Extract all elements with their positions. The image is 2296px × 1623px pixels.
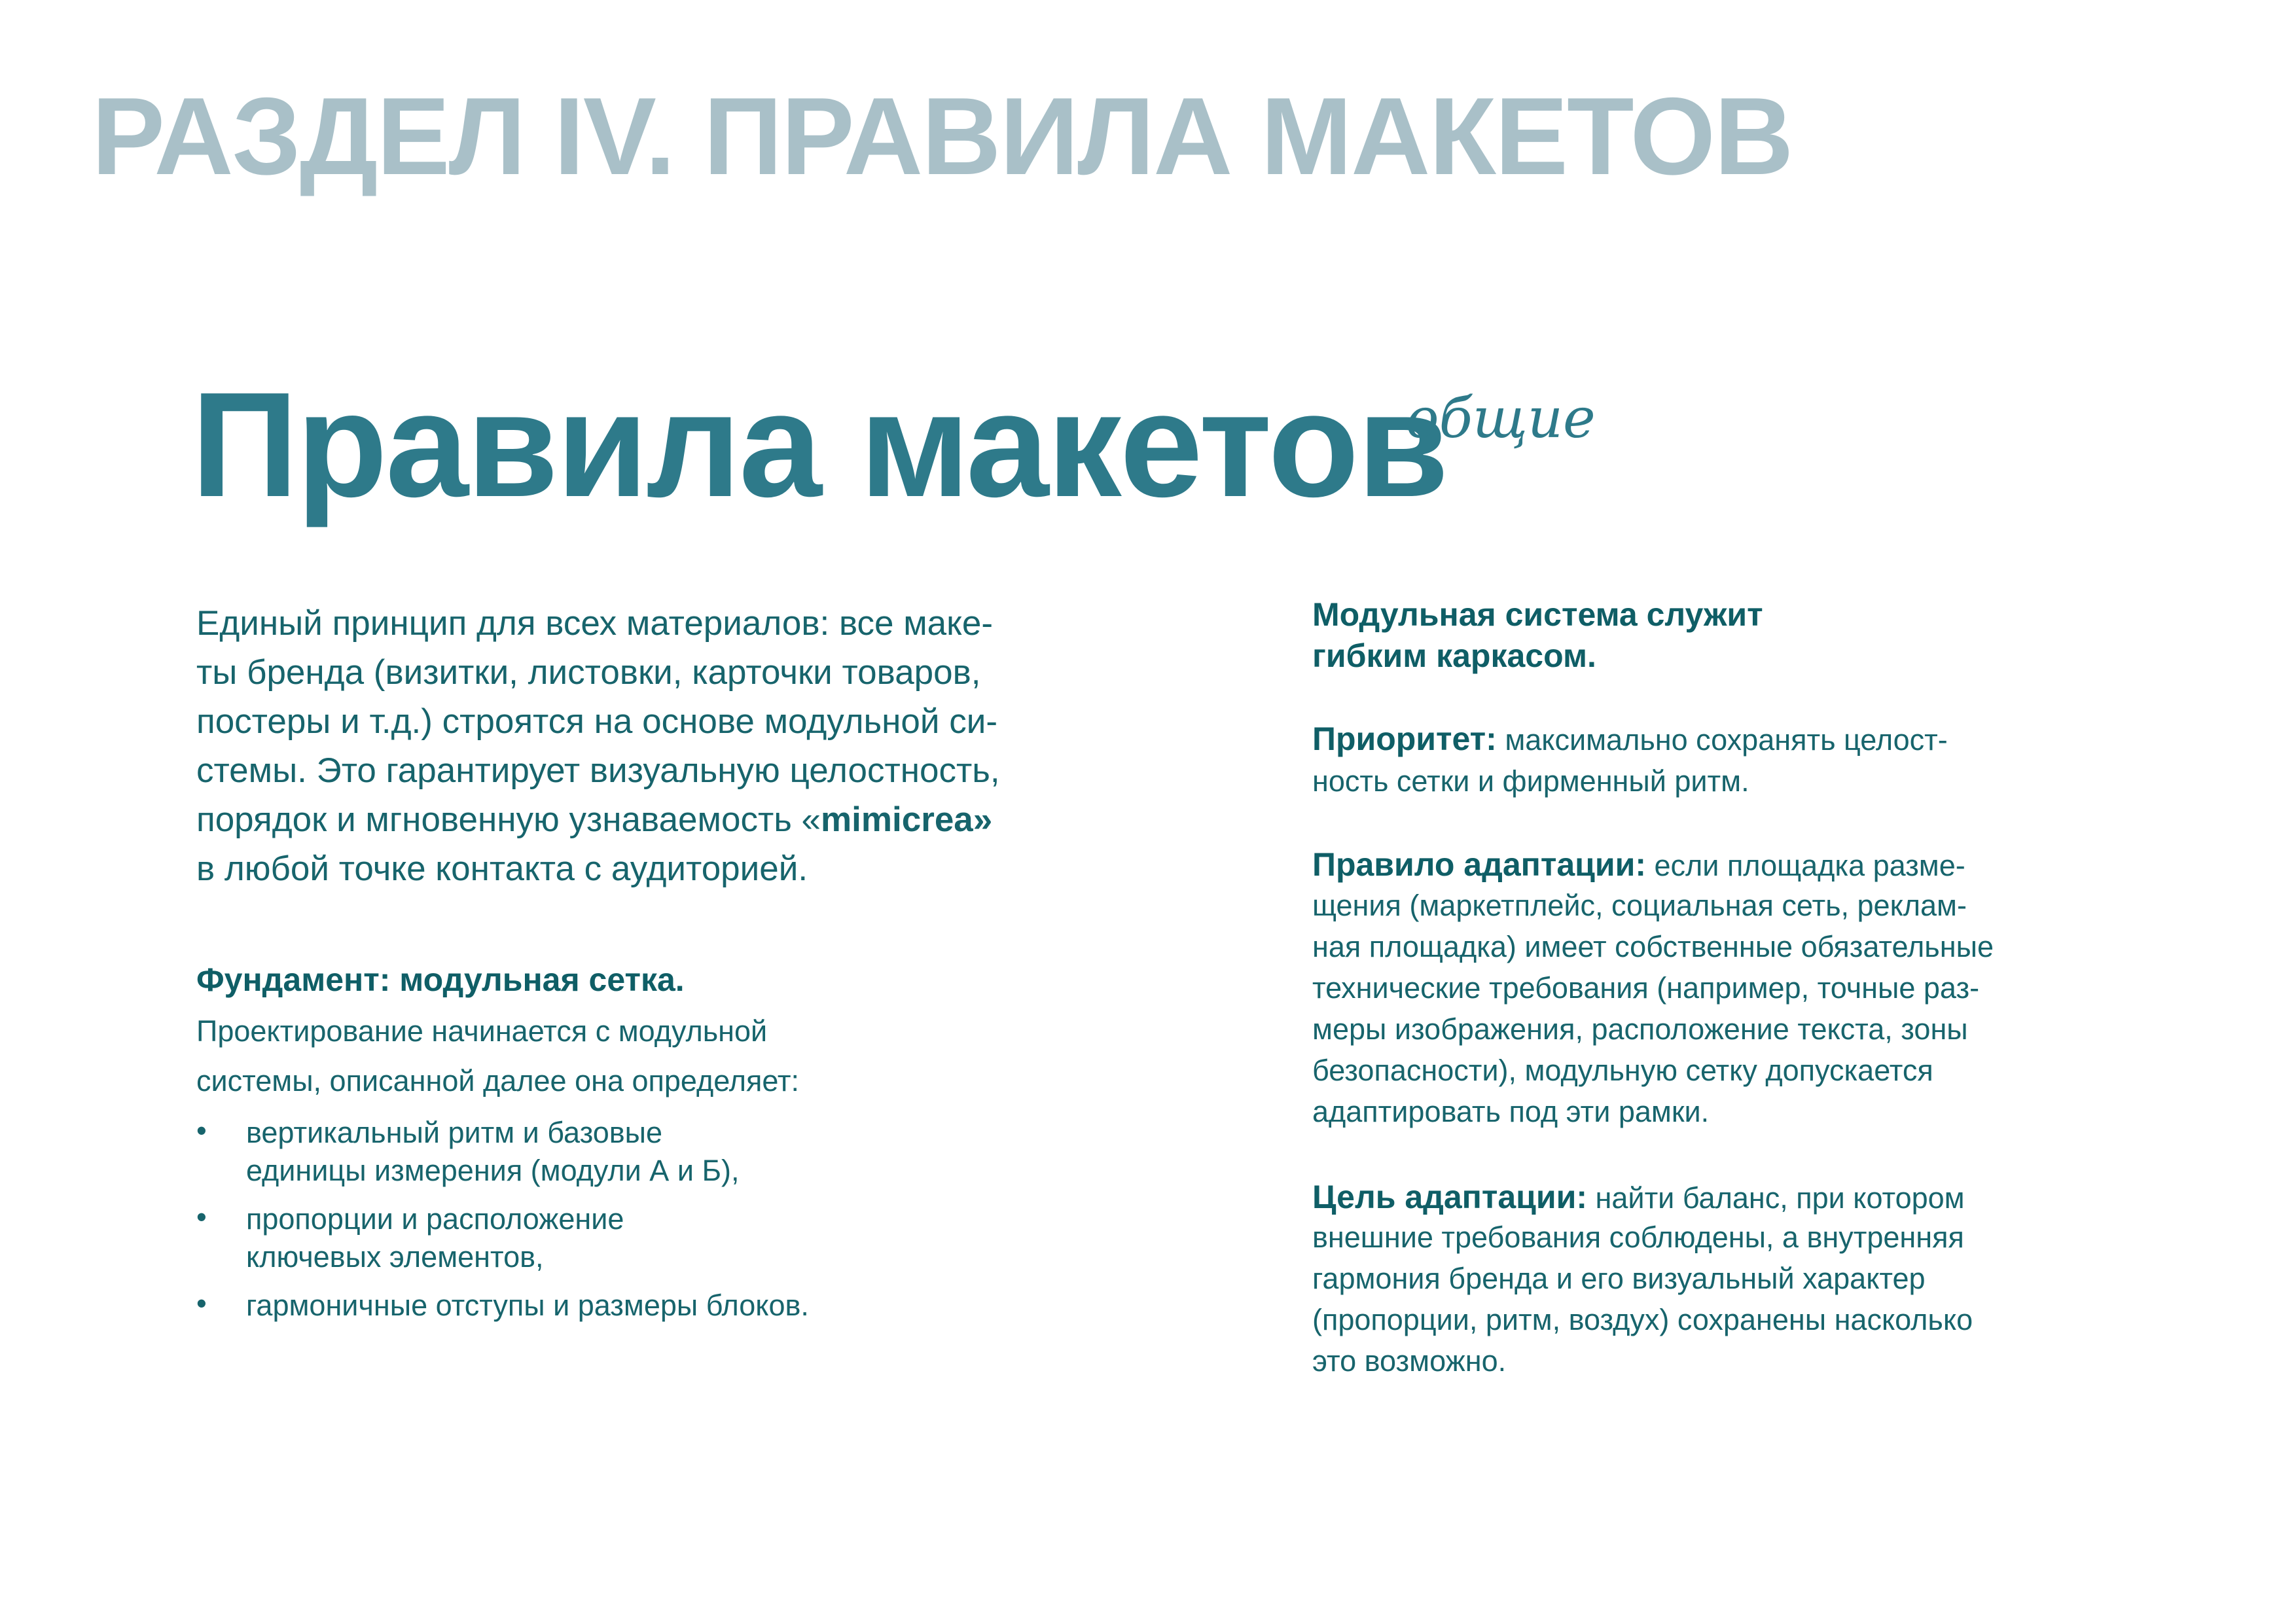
adapt-line: [1312, 846, 1965, 883]
intro-line: стемы. Это гарантирует визуальную целостность,: [196, 751, 1000, 790]
adapt-label: Правило адаптации:: [1312, 846, 1647, 883]
priority-text: максимально сохранять целост-: [1496, 723, 1948, 757]
adapt-text: если площадка разме-: [1646, 849, 1965, 882]
right-heading-line: гибким каркасом.: [1312, 637, 1596, 674]
bullet-text: гармоничные отступы и размеры блоков.: [246, 1289, 809, 1322]
bullet-icon: •: [196, 1287, 207, 1320]
page-subtitle: общие: [1406, 386, 1596, 450]
bullet-text: единицы измерения (модули А и Б),: [246, 1154, 740, 1187]
page-title: Правила макетов: [191, 362, 1447, 528]
right-heading-line: Модульная система служит: [1312, 596, 1763, 633]
intro-line: ты бренда (визитки, листовки, карточки товаров,: [196, 653, 981, 692]
goal-line: это возможно.: [1312, 1344, 1507, 1378]
goal-line: (пропорции, ритм, воздух) сохранены насколько: [1312, 1303, 1973, 1336]
bullet-text: пропорции и расположение: [246, 1202, 624, 1236]
bullet-text: вертикальный ритм и базовые: [246, 1116, 662, 1149]
adapt-line: технические требования (например, точные раз-: [1312, 971, 1980, 1005]
adapt-line: безопасности), модульную сетку допускается: [1312, 1054, 1933, 1087]
adapt-line: меры изображения, расположение текста, зоны: [1312, 1012, 1968, 1046]
bullet-icon: •: [196, 1114, 207, 1147]
adapt-line: адаптировать под эти рамки.: [1312, 1095, 1710, 1128]
priority-label: Приоритет:: [1312, 721, 1497, 757]
adapt-line: ная площадка) имеет собственные обязательные: [1312, 930, 1994, 963]
intro-line: постеры и т.д.) строятся на основе модульной си-: [196, 702, 997, 741]
priority-line: ность сетки и фирменный ритм.: [1312, 764, 1749, 798]
section-header: РАЗДЕЛ IV. ПРАВИЛА МАКЕТОВ: [92, 75, 1793, 198]
foundation-line: Проектирование начинается с модульной: [196, 1014, 768, 1048]
intro-text: порядок и мгновенную узнаваемость «: [196, 800, 821, 839]
goal-line: [1312, 1178, 1965, 1216]
bullet-icon: •: [196, 1200, 207, 1234]
priority-line: [1312, 720, 1948, 758]
bullet-text: ключевых элементов,: [246, 1240, 544, 1274]
goal-line: внешние требования соблюдены, а внутренняя: [1312, 1221, 1964, 1254]
intro-line: в любой точке контакта с аудиторией.: [196, 849, 808, 888]
foundation-line: системы, описанной далее она определяет:: [196, 1064, 800, 1097]
intro-line: [196, 795, 992, 844]
brand-name: mimicrea»: [821, 800, 993, 839]
adapt-line: щения (маркетплейс, социальная сеть, реклам-: [1312, 889, 1967, 922]
intro-line: Единый принцип для всех материалов: все маке-: [196, 604, 994, 643]
goal-line: гармония бренда и его визуальный характер: [1312, 1262, 1926, 1295]
foundation-heading: Фундамент: модульная сетка.: [196, 961, 685, 998]
goal-label: Цель адаптации:: [1312, 1179, 1588, 1215]
goal-text: найти баланс, при котором: [1587, 1181, 1965, 1215]
